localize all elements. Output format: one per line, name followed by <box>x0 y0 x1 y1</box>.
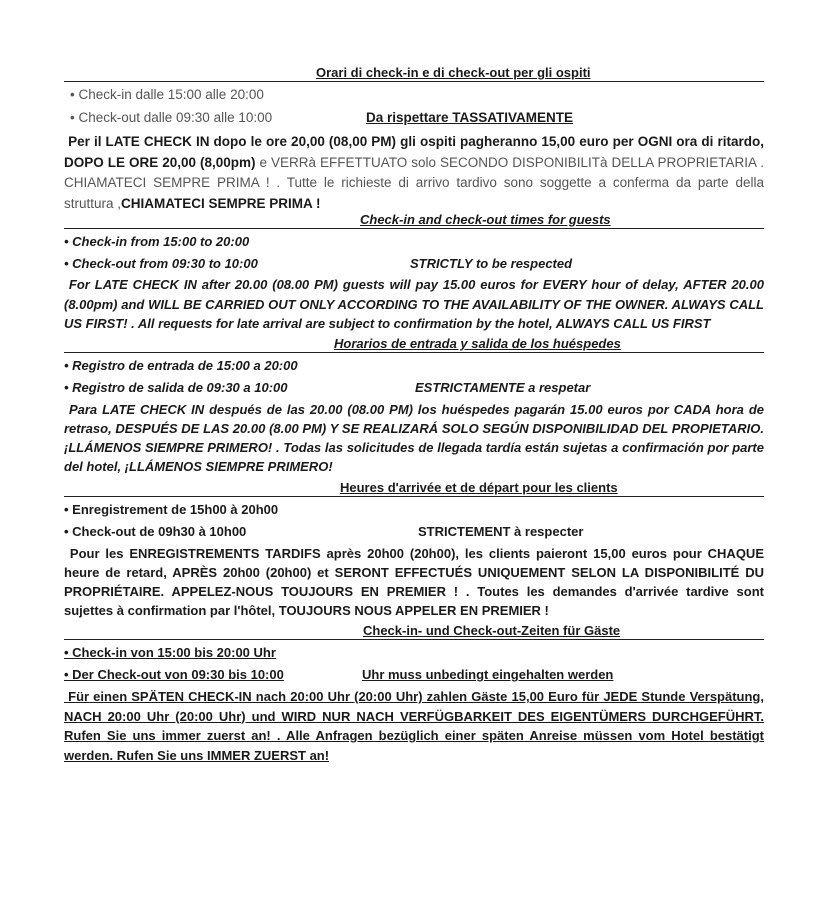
spanish-checkout: • Registro de salida de 09:30 a 10:00 <box>64 380 288 395</box>
german-late-checkin-paragraph <box>64 687 764 765</box>
english-section-title: Check-in and check-out times for guests <box>360 212 611 227</box>
english-checkin: • Check-in from 15:00 to 20:00 <box>64 234 250 249</box>
german-section-title-rule <box>64 621 764 640</box>
italian-late-checkin-paragraph <box>64 132 764 214</box>
italian-para-bold-2: CHIAMATECI SEMPRE PRIMA ! <box>121 195 321 211</box>
italian-checkin: • Check-in dalle 15:00 alle 20:00 <box>70 87 264 102</box>
italian-checkout: • Check-out dalle 09:30 alle 10:00 <box>70 110 273 125</box>
french-strict-note: STRICTEMENT à respecter <box>418 524 584 539</box>
french-para-text: Pour les ENREGISTREMENTS TARDIFS après 20h00 (20h00), les clients paieront 15,00 euros pour CHAQUE heure de retard, APRÈS 20h00 (20h00) et SERONT EFFECTUÉS UNIQUEMENT SELON LA DISPONIBILITÉ DU PROPRIÉTAIRE. APPELEZ-NOUS TOUJOURS EN PREMIER ! . Toutes les demandes d'arrivée tardive sont sujettes à confirmation par l'hôtel, TOUJOURS NOUS APPELER EN PREMIER ! <box>64 546 764 618</box>
italian-para-normal: e VERRà EFFETTUATO solo SECONDO DISPONIBILITà DELLA PROPRIETARIA . CHIAMATECI SEMPRE PRIMA ! . Tutte le richieste di arrivo tardivo sono soggette a conferma da parte della struttura , <box>64 154 764 211</box>
italian-section-title-rule <box>64 63 764 82</box>
italian-section-title: Orari di check-in e di check-out per gli ospiti <box>316 65 591 80</box>
english-late-checkin-paragraph <box>64 275 764 334</box>
french-section-title-rule <box>64 478 764 497</box>
english-para-text: For LATE CHECK IN after 20.00 (08.00 PM) guests will pay 15.00 euros for EVERY hour of delay, AFTER 20.00 (8.00pm) and WILL BE CARRIED OUT ONLY ACCORDING TO THE AVAILABILITY OF THE OWNER. ALWAYS CALL US FIRST! . All requests for late arrival are subject to confirmation by the hotel, ALWAYS CALL US FIRST <box>64 277 764 331</box>
german-para-text: Für einen SPÄTEN CHECK-IN nach 20:00 Uhr (20:00 Uhr) zahlen Gäste 15,00 Euro für JEDE Stunde Verspätung, NACH 20:00 Uhr (20:00 Uhr) und WIRD NUR NACH VERFÜGBARKEIT DES EIGENTÜMERS DURCHGEFÜHRT. Rufen Sie uns immer zuerst an! . Alle Anfragen bezüglich einer späten Anreise müssen vom Hotel bestätigt werden. Rufen Sie uns IMMER ZUERST an! <box>64 689 764 763</box>
french-section-title: Heures d'arrivée et de départ pour les clients <box>340 480 618 495</box>
spanish-section-title-rule <box>64 334 764 353</box>
italian-strict-note: Da rispettare TASSATIVAMENTE <box>366 110 574 125</box>
french-checkin: • Enregistrement de 15h00 à 20h00 <box>64 502 279 517</box>
spanish-section-title: Horarios de entrada y salida de los huéspedes <box>334 336 621 351</box>
german-strict-note: Uhr muss unbedingt eingehalten werden <box>362 667 614 682</box>
spanish-checkin: • Registro de entrada de 15:00 a 20:00 <box>64 358 298 373</box>
italian-para-bold-1: Per il LATE CHECK IN dopo le ore 20,00 (08,00 PM) gli ospiti pagheranno 15,00 euro per OGNI ora di ritardo, DOPO LE ORE 20,00 (8,00pm) <box>64 134 764 170</box>
english-section-title-rule <box>64 210 764 229</box>
german-checkout: • Der Check-out von 09:30 bis 10:00 <box>64 667 284 682</box>
english-strict-note: STRICTLY to be respected <box>410 256 573 271</box>
french-checkout: • Check-out de 09h30 à 10h00 <box>64 524 247 539</box>
english-checkout: • Check-out from 09:30 to 10:00 <box>64 256 258 271</box>
french-late-checkin-paragraph <box>64 544 764 620</box>
spanish-strict-note: ESTRICTAMENTE a respetar <box>415 380 591 395</box>
spanish-para-text: Para LATE CHECK IN después de las 20.00 (08.00 PM) los huéspedes pagarán 15.00 euros por CADA hora de retraso, DESPUÉS DE LAS 20.00 (8.00 PM) Y SE REALIZARÁ SOLO SEGÚN DISPONIBILIDAD DEL PROPIETARIO. ¡LLÁMENOS SIEMPRE PRIMERO! . Todas las solicitudes de llegada tardía están sujetas a confirmación por parte del hotel, ¡LLÁMENOS SIEMPRE PRIMERO! <box>64 402 764 474</box>
german-checkin: • Check-in von 15:00 bis 20:00 Uhr <box>64 645 276 660</box>
german-section-title: Check-in- und Check-out-Zeiten für Gäste <box>363 623 621 638</box>
spanish-late-checkin-paragraph <box>64 400 764 476</box>
